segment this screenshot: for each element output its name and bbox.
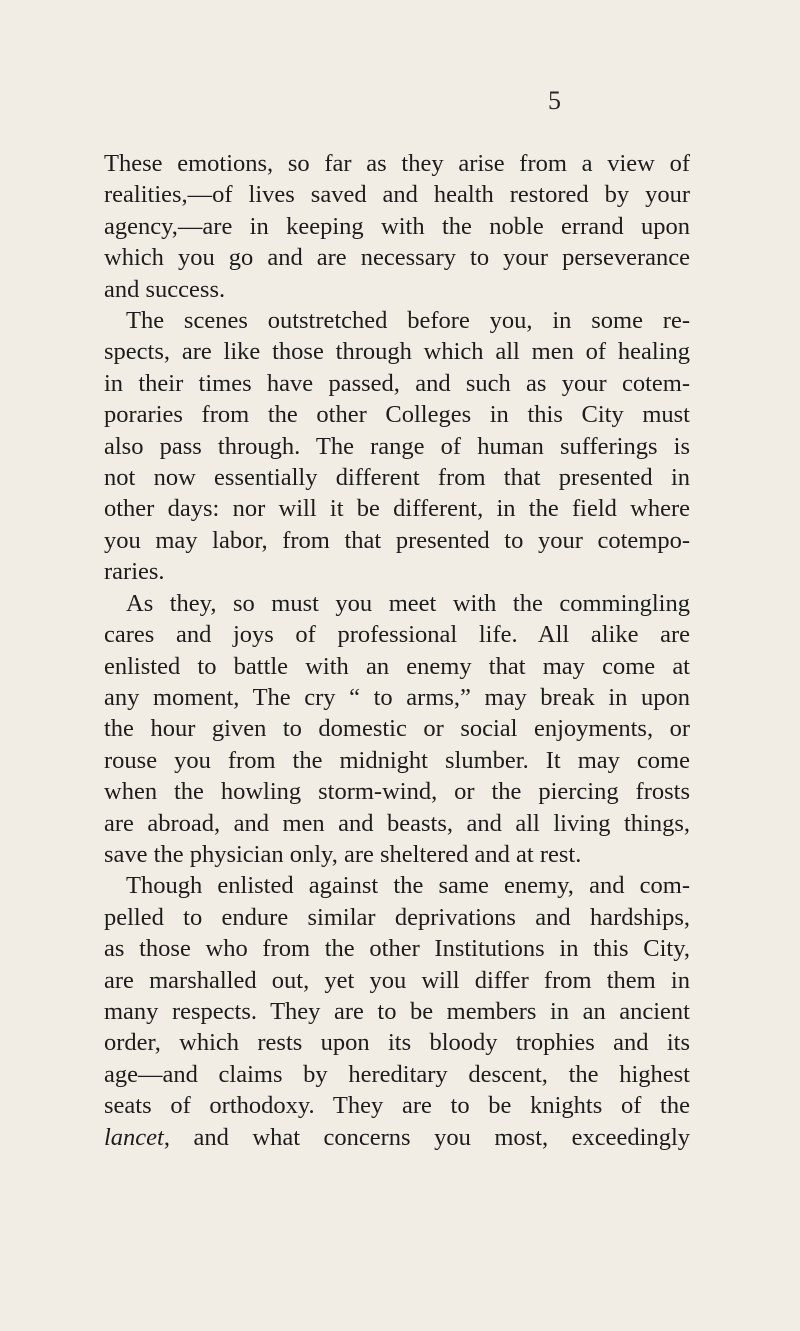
text-line: cares and joys of professional life. All alike are	[104, 621, 690, 649]
text-line: age—and claims by hereditary descent, the highest	[104, 1060, 690, 1088]
text-line: are marshalled out, yet you will differ from them in	[104, 966, 690, 994]
text-line: any moment, The cry “ to arms,” may break in upon	[104, 683, 690, 711]
paragraph-1	[104, 148, 690, 305]
paragraph-4	[104, 870, 690, 1153]
text-line: realities,—of lives saved and health restored by your	[104, 181, 690, 209]
text-line: poraries from the other Colleges in this City must	[104, 401, 690, 429]
text-line: and success.	[104, 275, 226, 303]
text-line: pelled to endure similar deprivations and hardships,	[104, 903, 690, 931]
text-line: agency,—are in keeping with the noble errand upon	[104, 212, 690, 240]
text-line: in their times have passed, and such as your cotem-	[104, 369, 690, 397]
paragraph-3	[104, 588, 690, 871]
text-line: save the physician only, are sheltered and at rest.	[104, 840, 582, 868]
text-line: Though enlisted against the same enemy, and com-	[126, 872, 690, 900]
text-line: other days: nor will it be different, in the field where	[104, 495, 690, 523]
text-line: also pass through. The range of human sufferings is	[104, 432, 690, 460]
text-line: which you go and are necessary to your perseverance	[104, 244, 690, 272]
text-line: are abroad, and men and beasts, and all living things,	[104, 809, 690, 837]
text-line: not now essentially different from that presented in	[104, 464, 690, 492]
text-line: These emotions, so far as they arise from a view of	[104, 150, 690, 177]
text-line: The scenes outstretched before you, in some re-	[126, 307, 690, 335]
text-line: many respects. They are to be members in an ancient	[104, 997, 690, 1025]
text-line: you may labor, from that presented to your cotempo-	[104, 526, 690, 554]
page-number: 5	[548, 86, 561, 115]
body-text	[104, 148, 690, 1153]
text-line: seats of orthodoxy. They are to be knights of the	[104, 1092, 690, 1120]
paragraph-2	[104, 305, 690, 588]
text-line: As they, so must you meet with the commingling	[126, 589, 690, 617]
text-line: enlisted to battle with an enemy that may come at	[104, 652, 690, 680]
text-line-rest: , and what concerns you most, exceedingly	[163, 1123, 690, 1151]
text-line: order, which rests upon its bloody trophies and its	[104, 1029, 690, 1057]
text-line: the hour given to domestic or social enjoyments, or	[104, 715, 690, 743]
text-line: as those who from the other Institutions in this City,	[104, 935, 690, 963]
text-line: spects, are like those through which all men of healing	[104, 338, 690, 366]
text-line: raries.	[104, 558, 165, 586]
text-line-final	[104, 1122, 690, 1153]
text-line: rouse you from the midnight slumber. It may come	[104, 746, 690, 774]
italic-word: lancet	[104, 1123, 164, 1151]
text-line: when the howling storm-wind, or the piercing frosts	[104, 778, 690, 806]
